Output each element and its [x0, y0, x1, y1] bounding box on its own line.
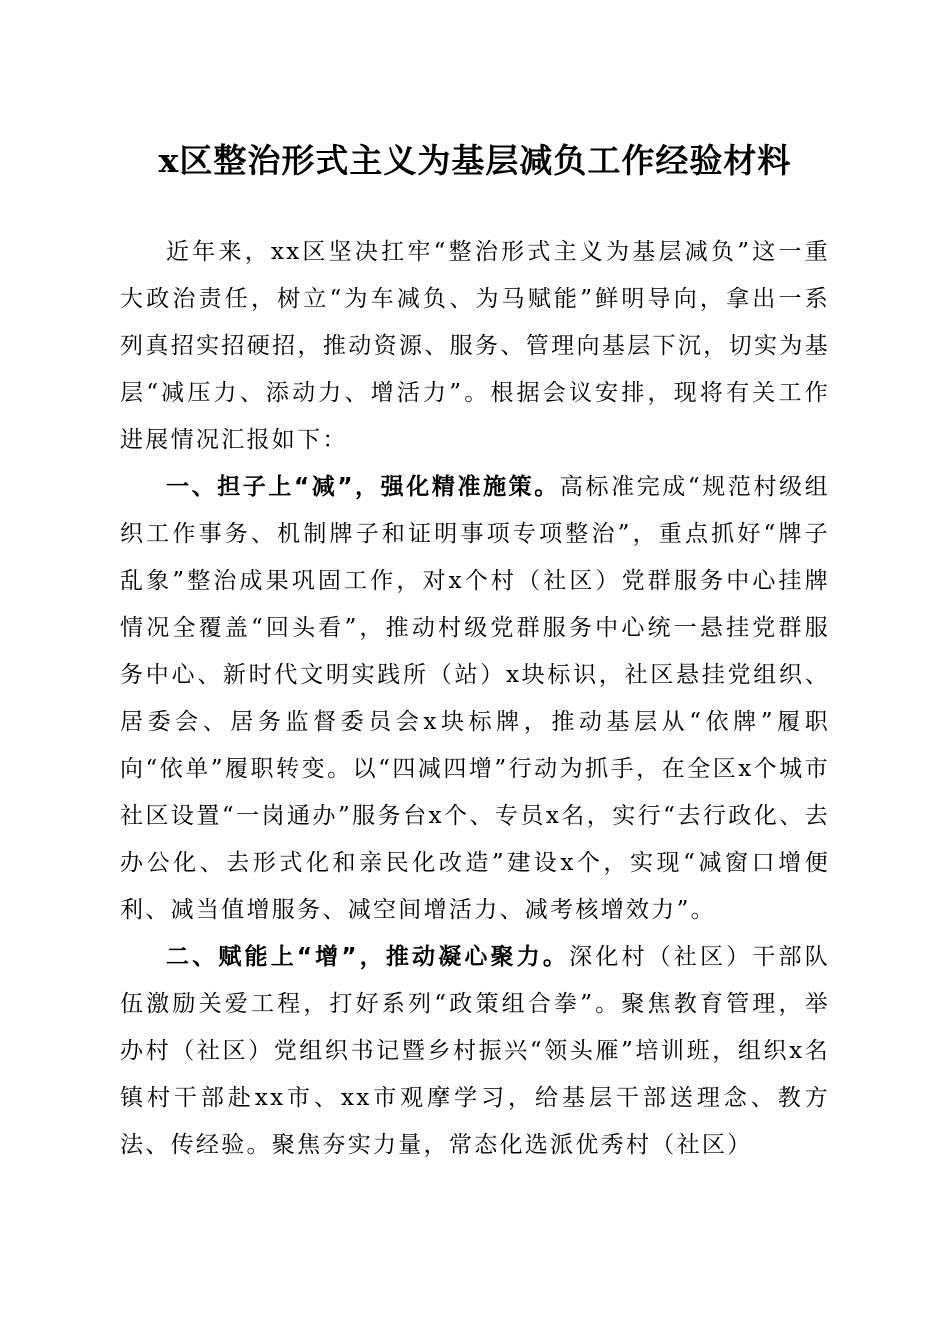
section-one-paragraph	[120, 464, 830, 934]
document-body	[120, 229, 830, 1169]
intro-paragraph	[120, 229, 830, 464]
section-two-heading: 二、赋能上“增”，推动凝心聚力。	[166, 944, 570, 970]
section-one-text: 高标准完成“规范村级组织工作事务、机制牌子和证明事项专项整治”，重点抓好“牌子乱象”整治成果巩固工作，对x个村（社区）党群服务中心挂牌情况全覆盖“回头看”，推动村级党群服务中心统一悬挂党群服务中心、新时代文明实践所（站）x块标识，社区悬挂党组织、居委会、居务监督委员会x块标牌，推动基层从“依牌”履职向“依单”履职转变。以“四减四增”行动为抓手，在全区x个城市社区设置“一岗通办”服务台x个、专员x名，实行“去行政化、去办公化、去形式化和亲民化改造”建设x个，实现“减窗口增便利、减当值增服务、减空间增活力、减考核增效力”。	[120, 474, 830, 923]
intro-paragraph-text: 近年来，xx区坚决扛牢“整治形式主义为基层减负”这一重大政治责任，树立“为车减负、为马赋能”鲜明导向，拿出一系列真招实招硬招，推动资源、服务、管理向基层下沉，切实为基层“减压力、添动力、增活力”。根据会议安排，现将有关工作进展情况汇报如下：	[120, 239, 830, 453]
section-one-heading: 一、担子上“减”，强化精准施策。	[166, 474, 560, 500]
section-two-text: 深化村（社区）干部队伍激励关爱工程，打好系列“政策组合拳”。聚焦教育管理，举办村（社区）党组织书记暨乡村振兴“领头雁”培训班，组织x名镇村干部赴xx市、xx市观摩学习，给基层干部送理念、教方法、传经验。聚焦夯实力量，常态化选派优秀村（社区）	[120, 944, 830, 1158]
document-title: x区整治形式主义为基层减负工作经验材料	[158, 141, 792, 180]
section-two-paragraph	[120, 934, 830, 1169]
